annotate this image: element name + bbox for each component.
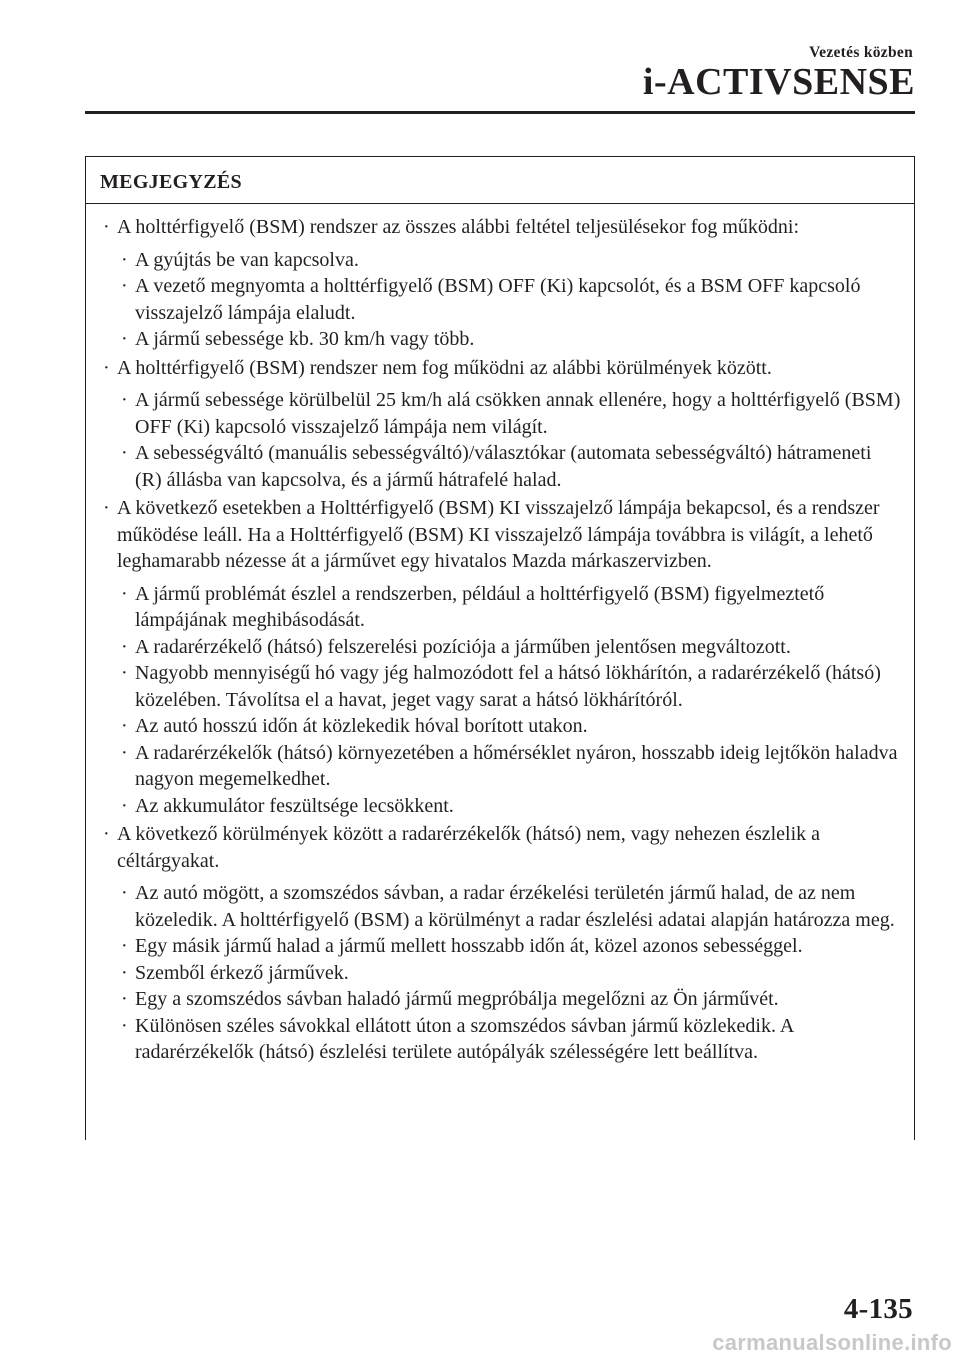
note-item-text: A holttérfigyelő (BSM) rendszer nem fog működni az alábbi körülmények között. — [117, 356, 772, 379]
bullet-icon: · — [121, 582, 128, 605]
note-subitem-text: A radarérzékelők (hátsó) környezetében a hőmérséklet nyáron, hosszabb ideig lejtőkön haladva nagyon megemelkedhet. — [135, 741, 898, 790]
bullet-icon: · — [121, 715, 128, 737]
note-item — [100, 214, 902, 241]
note-subitem — [118, 326, 902, 353]
bullet-icon: · — [121, 935, 128, 957]
note-subitem — [118, 793, 902, 820]
note-subitem — [118, 634, 902, 661]
note-subitem — [118, 660, 902, 713]
note-subitem-text: Az akkumulátor feszültsége lecsökkent. — [135, 794, 454, 817]
note-subitem — [118, 1013, 902, 1066]
bullet-icon: · — [121, 1014, 128, 1037]
note-item — [100, 495, 902, 575]
bullet-icon: · — [121, 741, 128, 764]
note-item-text: A holttérfigyelő (BSM) rendszer az összes alábbi feltétel teljesülésekor fog működni: — [117, 216, 800, 238]
running-header-title: i-ACTIVSENSE — [642, 61, 915, 103]
note-item — [100, 821, 902, 874]
note-subitem — [118, 440, 902, 493]
note-subitem — [118, 247, 902, 274]
note-title: MEGJEGYZÉS — [86, 157, 914, 204]
note-subitem-text: A jármű problémát észlel a rendszerben, például a holttérfigyelő (BSM) figyelmeztető lámpájának meghibásodását. — [135, 582, 825, 631]
note-subitem-text: Egy a szomszédos sávban haladó jármű megpróbálja megelőzni az Ön járművét. — [135, 988, 779, 1010]
note-box — [85, 156, 915, 1140]
note-subitem — [118, 273, 902, 326]
bullet-icon: · — [103, 823, 110, 845]
page-number: 4-135 — [843, 1293, 913, 1325]
note-subitem — [118, 713, 902, 740]
bullet-icon: · — [103, 216, 110, 238]
note-subitem — [118, 960, 902, 987]
note-subitem-text: Az autó mögött, a szomszédos sávban, a radar érzékelési területén jármű halad, de az nem közeledik. A holttérfigyelő (BSM) a körülményt a radar észlelési adatai alapján határozza meg. — [135, 882, 895, 931]
note-subitem-text: Szemből érkező járművek. — [135, 961, 349, 984]
note-item-text: A következő esetekben a Holttérfigyelő (BSM) KI visszajelző lámpája bekapcsol, és a rendszer működése leáll. Ha a Holttérfigyelő (BSM) KI visszajelző lámpája továbbra is világít, a lehető leghamarabb nézesse át a járművet egy hivatalos Mazda márkaszervizben. — [117, 497, 880, 572]
note-subitem-text: A vezető megnyomta a holttérfigyelő (BSM) OFF (Ki) kapcsolót, és a BSM OFF kapcsoló visszajelző lámpája elaludt. — [135, 275, 861, 324]
note-subitem — [118, 880, 902, 933]
header-rule — [85, 111, 915, 114]
note-subitem-text: A radarérzékelő (hátsó) felszerelési pozíciója a járműben jelentősen megváltozott. — [135, 635, 791, 658]
note-subitem-list — [118, 880, 902, 1066]
note-subitem-list — [118, 387, 902, 493]
note-subitem — [118, 986, 902, 1013]
bullet-icon: · — [121, 635, 128, 658]
bullet-icon: · — [121, 882, 128, 904]
bullet-icon: · — [103, 497, 110, 519]
note-subitem-text: Az autó hosszú időn át közlekedik hóval borított utakon. — [135, 715, 588, 737]
bullet-icon: · — [103, 356, 110, 379]
note-subitem-text: A jármű sebessége kb. 30 km/h vagy több. — [135, 328, 475, 350]
bullet-icon: · — [121, 662, 128, 684]
note-body — [86, 204, 914, 1066]
bullet-icon: · — [121, 988, 128, 1010]
note-subitem-text: A gyújtás be van kapcsolva. — [135, 248, 359, 271]
note-subitem-text: Nagyobb mennyiségű hó vagy jég halmozódott fel a hátsó lökhárítón, a radarérzékelő (hátsó) közelében. Távolítsa el a havat, jeget vagy sarat a hátsó lökhárítóról. — [135, 662, 881, 711]
bullet-icon: · — [121, 328, 128, 350]
note-subitem-list — [118, 581, 902, 820]
note-subitem — [118, 740, 902, 793]
running-header-section: Vezetés közben — [809, 44, 913, 61]
note-item — [100, 355, 902, 382]
bullet-icon: · — [121, 961, 128, 984]
note-subitem-list — [118, 247, 902, 353]
bullet-icon: · — [121, 248, 128, 271]
note-item-text: A következő körülmények között a radarérzékelők (hátsó) nem, vagy nehezen észlelik a céltárgyakat. — [117, 823, 821, 872]
watermark: carmanualsonline.info — [712, 1330, 952, 1355]
note-subitem — [118, 387, 902, 440]
bullet-icon: · — [121, 442, 128, 464]
bullet-icon: · — [121, 389, 128, 411]
note-subitem-text: Különösen széles sávokkal ellátott úton a szomszédos sávban jármű közlekedik. A radarérzékelők (hátsó) észlelési területe autópályák szélességére lett beállítva. — [135, 1014, 794, 1063]
bullet-icon: · — [121, 275, 128, 297]
note-subitem — [118, 933, 902, 960]
bullet-icon: · — [121, 794, 128, 817]
note-subitem-text: A sebességváltó (manuális sebességváltó)/választókar (automata sebességváltó) hátrameneti (R) állásba van kapcsolva, és a jármű hátrafelé halad. — [135, 442, 872, 491]
note-subitem — [118, 581, 902, 634]
note-subitem-text: A jármű sebessége körülbelül 25 km/h alá csökken annak ellenére, hogy a holttérfigyelő (BSM) OFF (Ki) kapcsoló visszajelző lámpája nem világít. — [135, 389, 901, 438]
note-subitem-text: Egy másik jármű halad a jármű mellett hosszabb időn át, közel azonos sebességgel. — [135, 935, 803, 957]
